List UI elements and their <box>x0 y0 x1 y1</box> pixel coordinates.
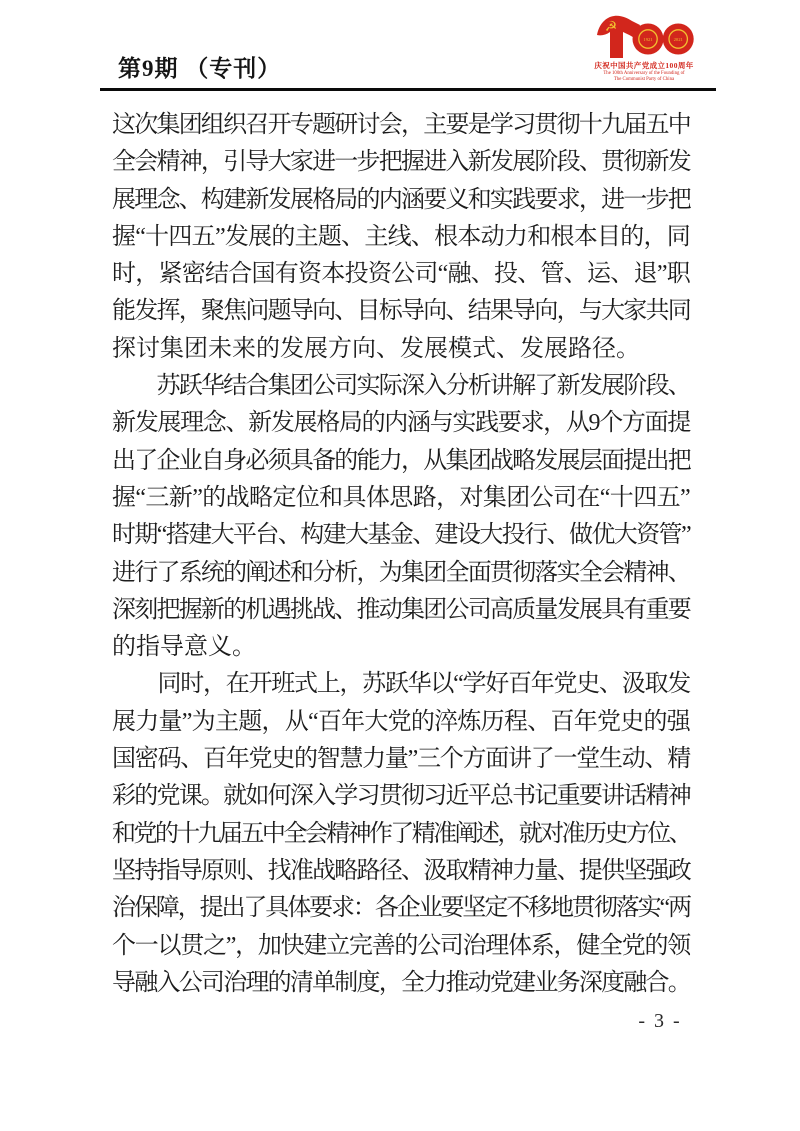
logo-caption-chinese: 庆祝中国共产党成立100周年 <box>594 61 694 70</box>
text-line: 的指导意义。 <box>112 634 256 661</box>
text-line: 治保障，提出了具体要求：各企业要坚定不移地贯彻落实“两 <box>112 895 690 922</box>
text-line: 展理念、构建新发展格局的内涵要义和实践要求，进一步把 <box>112 186 690 213</box>
text-line: 握“三新”的战略定位和具体思路，对集团公司在“十四五” <box>112 484 690 511</box>
logo-year-1921: 1921 <box>643 36 653 42</box>
logo-caption-english-line2: The Communist Party of China <box>613 76 675 82</box>
paragraph <box>112 368 690 666</box>
text-line: 探讨集团未来的发展方向、发展模式、发展路径。 <box>112 335 640 362</box>
cpc-100-logo-graphic <box>594 13 694 59</box>
logo-caption-english-line1: The 100th Anniversary of the Founding of <box>603 71 685 76</box>
page-number: - 3 - <box>638 1010 682 1032</box>
text-line: 新发展理念、新发展格局的内涵与实践要求，从9个方面提 <box>112 410 690 437</box>
text-line: 和党的十九届五中全会精神作了精准阐述，就对准历史方位、 <box>112 820 690 847</box>
logo-year-2021: 2021 <box>673 36 683 42</box>
document-body <box>112 107 690 1002</box>
text-line: 能发挥，聚焦问题导向、目标导向、结果导向，与大家共同 <box>112 298 690 325</box>
header-divider-line <box>100 88 716 91</box>
text-line: 时，紧密结合国有资本投资公司“融、投、管、运、退”职 <box>112 261 690 288</box>
text-line: 彩的党课。就如何深入学习贯彻习近平总书记重要讲话精神 <box>112 783 690 810</box>
text-line: 深刻把握新的机遇挑战、推动集团公司高质量发展具有重要 <box>112 596 690 623</box>
text-line: 国密码、百年党史的智慧力量”三个方面讲了一堂生动、精 <box>112 746 690 773</box>
text-line: 同时，在开班式上，苏跃华以“学好百年党史、汲取发 <box>112 671 690 698</box>
text-line: 导融入公司治理的清单制度，全力推动党建业务深度融合。 <box>112 969 690 996</box>
text-line: 这次集团组织召开专题研讨会，主要是学习贯彻十九届五中 <box>112 112 690 138</box>
issue-label: 第9期 （专刊） <box>118 56 282 81</box>
text-line: 时期“搭建大平台、构建大基金、建设大投行、做优大资管” <box>112 522 690 549</box>
text-line: 全会精神，引导大家进一步把握进入新发展阶段、贯彻新发 <box>112 149 690 176</box>
text-line: 个一以贯之”，加快建立完善的公司治理体系，健全党的领 <box>112 932 690 959</box>
text-line: 握“十四五”发展的主题、主线、根本动力和根本目的，同 <box>112 223 690 250</box>
text-line: 苏跃华结合集团公司实际深入分析讲解了新发展阶段、 <box>112 373 690 400</box>
hammer-sickle-icon: ☭ <box>604 19 618 35</box>
text-line: 坚持指导原则、找准战略路径、汲取精神力量、提供坚强政 <box>112 857 690 884</box>
paragraph <box>112 107 690 368</box>
paragraph <box>112 666 690 1002</box>
text-line: 出了企业自身必须具备的能力，从集团战略发展层面提出把 <box>112 447 690 474</box>
text-line: 展力量”为主题，从“百年大党的淬炼历程、百年党史的强 <box>112 708 690 735</box>
cpc-100-anniversary-logo <box>584 13 704 83</box>
text-line: 进行了系统的阐述和分析，为集团全面贯彻落实全会精神、 <box>112 559 690 586</box>
